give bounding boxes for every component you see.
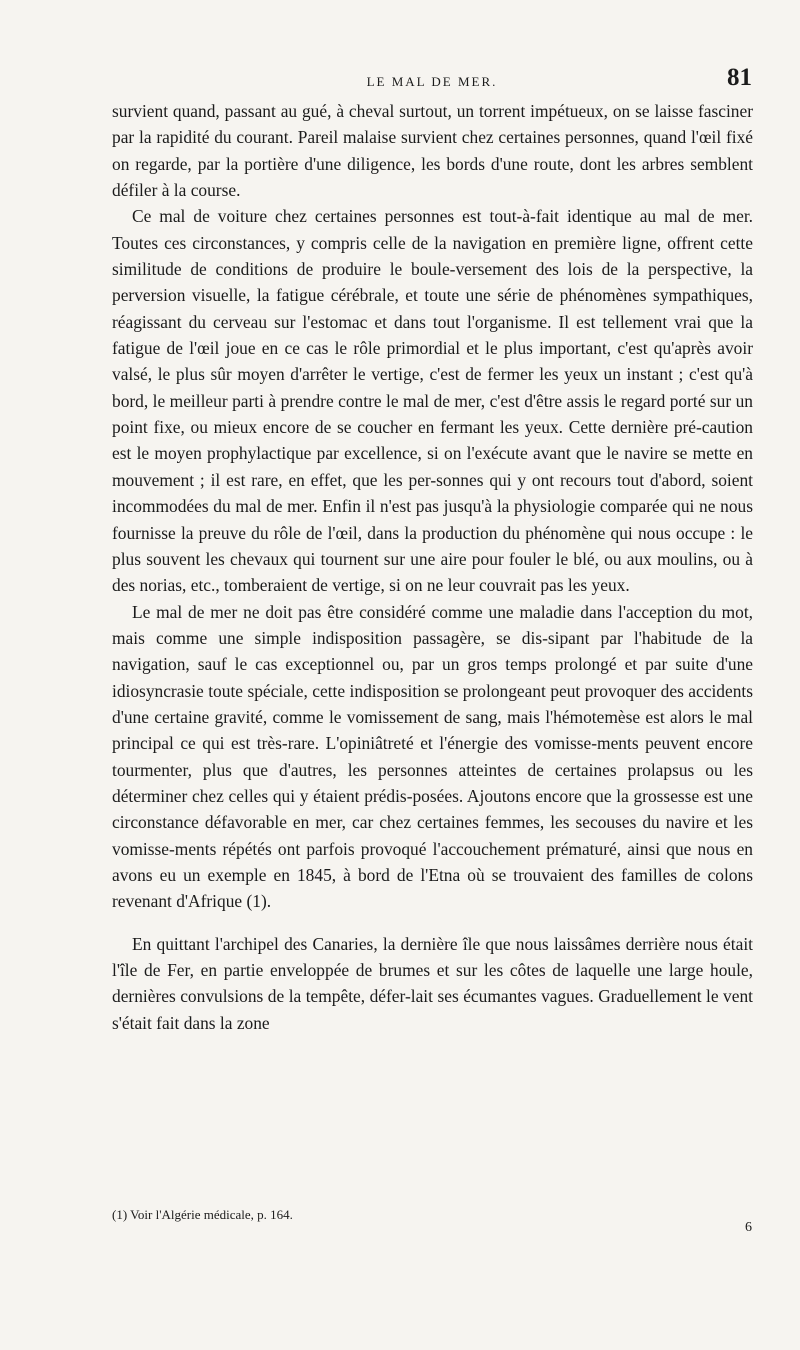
- signature-mark: 6: [745, 1220, 752, 1235]
- body-text: [112, 98, 753, 1036]
- page-number: 81: [727, 64, 752, 91]
- paragraph-canaries: En quittant l'archipel des Canaries, la dernière île que nous laissâmes derrière nous était l'île de Fer, en partie enveloppée de brumes et sur les côtes de laquelle une large houle, dernières convulsions de la tempête, défer-lait ses écumantes vagues. Graduellement le vent s'était fait dans la zone: [112, 933, 753, 1033]
- running-head: [112, 62, 752, 92]
- running-title: LE MAL DE MER.: [366, 74, 498, 89]
- paragraph-continuation: survient quand, passant au gué, à cheval surtout, un torrent impétueux, on se laisse fasciner par la rapidité du courant. Pareil malaise survient chez certaines personnes, quand l'œil fixé on regarde, par la portière d'une diligence, les bords d'une route, dont les arbres semblent défiler à la course.: [112, 101, 753, 201]
- paragraph-mal-de-voiture: Ce mal de voiture chez certaines personnes est tout-à-fait identique au mal de mer. Toutes ces circonstances, y compris celle de la navigation en première ligne, offrent cette similitude de conditions de produire le boule-versement des lois de la perspective, la perversion visuelle, la fatigue cérébrale, et toute une série de phénomènes sympathiques, réagissant du cerveau sur l'estomac et dans tout l'organisme. Il est tellement vrai que la fatigue de l'œil joue en ce cas le rôle primordial et le plus important, c'est qu'après avoir valsé, le plus sûr moyen d'arrêter le vertige, c'est de fermer les yeux un instant ; c'est qu'à bord, le meilleur parti à prendre contre le mal de mer, c'est d'être assis le regard porté sur un point fixe, ou mieux encore de se coucher en fermant les yeux. Cette dernière pré-caution est le moyen prophylactique par excellence, si on l'exécute avant que le navire se mette en mouvement ; il est rare, en effet, que les per-sonnes qui y ont recours tout d'abord, soient incommodées du mal de mer. Enfin il n'est pas jusqu'à la physiologie comparée qui ne nous fournisse la preuve du rôle de l'œil, dans la production du phénomène qui nous occupe : le plus souvent les chevaux qui tournent sur une aire pour fouler le blé, ou aux moulins, ou à des norias, etc., tomberaient de vertige, si on ne leur couvrait pas les yeux.: [112, 206, 753, 596]
- footnote: (1) Voir l'Algérie médicale, p. 164.: [112, 1207, 293, 1222]
- paragraph-maladie: Le mal de mer ne doit pas être considéré comme une maladie dans l'acception du mot, mais comme une simple indisposition passagère, se dis-sipant par l'habitude de la navigation, sauf le cas exceptionnel ou, par un gros temps prolongé et par suite d'une idiosyncrasie toute spéciale, cette indisposition se prolongeant peut provoquer des accidents d'une certaine gravité, comme le vomissement de sang, mais l'hémotemèse est alors le mal principal ce qui est très-rare. L'opiniâtreté et l'énergie des vomisse-ments peuvent encore tourmenter, plus que d'autres, les personnes atteintes de certaines prolapsus ou les déterminer chez celles qui y étaient prédis-posées. Ajoutons encore que la grossesse est une circonstance défavorable en mer, car chez certaines femmes, les secouses du navire et les vomisse-ments répétés ont parfois provoqué l'accouchement prématuré, ainsi que nous en avons eu un exemple en 1845, à bord de l'Etna où se trouvaient des familles de colons revenant d'Afrique (1).: [112, 601, 753, 912]
